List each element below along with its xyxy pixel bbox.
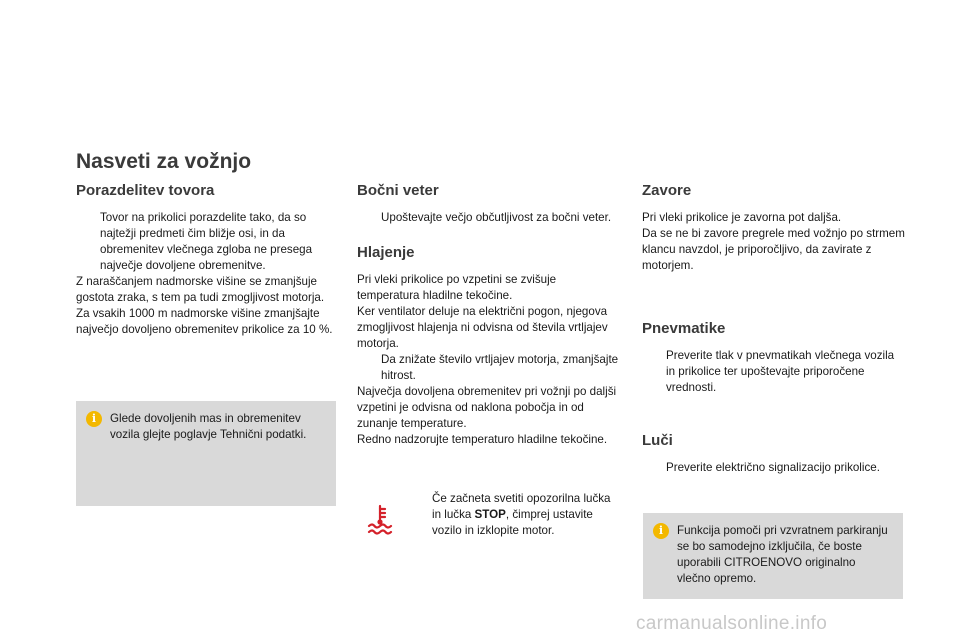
bullet-marker-icon bbox=[642, 348, 666, 396]
heading-brakes: Zavore bbox=[642, 182, 692, 199]
bullet-item bbox=[357, 352, 621, 384]
info-box-masses bbox=[76, 401, 336, 506]
info-icon: i bbox=[653, 523, 669, 539]
heading-tyres: Pnevmatike bbox=[642, 320, 726, 337]
altitude-paragraph: Z naraščanjem nadmorske višine se zmanjšuje gostota zraka, s tem pa tudi zmogljivost motorja. Za vsakih 1000 m nadmorske višine zmanjšajte največjo dovoljeno obremenitev prikolice za 10 %. bbox=[76, 275, 333, 336]
warning-text-pre: Če začneta svetiti opozorilna lučka in lučka bbox=[432, 492, 611, 521]
info-box-parking-assist bbox=[643, 513, 903, 599]
brakes-paragraph: Pri vleki prikolice je zavorna pot daljša. bbox=[642, 211, 842, 224]
bullet-text: Tovor na prikolici porazdelite tako, da so najtežji predmeti čim bližje osi, in da obremenitev vlečnega zgloba ne presega največje dovoljene obremenitve. bbox=[100, 211, 313, 272]
warning-text-post: , čimprej ustavite vozilo in izklopite motor. bbox=[432, 508, 593, 537]
cooling-paragraph: Ker ventilator deluje na električni pogon, njegova zmogljivost hlajenja ni odvisna od števila vrtljajev motorja. bbox=[357, 305, 608, 350]
watermark: carmanualsonline.info bbox=[636, 613, 828, 634]
column-load-distribution bbox=[76, 182, 340, 338]
bullet-item bbox=[76, 210, 340, 274]
bullet-marker-icon bbox=[408, 491, 432, 539]
bullet-marker-icon bbox=[357, 210, 381, 226]
stop-label: STOP bbox=[474, 508, 506, 521]
heading-lights: Luči bbox=[642, 432, 673, 449]
cooling-paragraph: Pri vleki prikolice po vzpetini se zvišuje temperatura hladilne tekočine. bbox=[357, 273, 557, 302]
heading-cooling: Hlajenje bbox=[357, 244, 415, 261]
brakes-paragraph: Da se ne bi zavore pregrele med vožnjo po strmem klancu navzdol, je priporočljivo, da zavirate z motorjem. bbox=[642, 227, 905, 272]
column-wind-cooling bbox=[357, 182, 621, 448]
bullet-item bbox=[642, 460, 906, 476]
bullet-text: Preverite tlak v pnevmatikah vlečnega vozila in prikolice ter upoštevajte priporočene vrednosti. bbox=[666, 349, 895, 394]
cooling-paragraph: Redno nadzorujte temperaturo hladilne tekočine. bbox=[357, 433, 608, 446]
bullet-text: Preverite električno signalizacijo prikolice. bbox=[666, 461, 880, 474]
coolant-temperature-icon bbox=[366, 503, 394, 535]
bullet-marker-icon bbox=[642, 460, 666, 476]
warning-text bbox=[432, 491, 618, 539]
heading-load-distribution: Porazdelitev tovora bbox=[76, 182, 215, 199]
cooling-paragraph: Največja dovoljena obremenitev pri vožnji po daljši vzpetini je odvisna od naklona pobočja in od zunanje temperature. bbox=[357, 385, 617, 430]
bullet-item bbox=[642, 348, 906, 396]
bullet-text: Da znižate število vrtljajev motorja, zmanjšajte hitrost. bbox=[381, 353, 619, 382]
column-brakes-tyres-lights bbox=[642, 182, 906, 476]
info-text: Glede dovoljenih mas in obremenitev vozila glejte poglavje Tehnični podatki. bbox=[110, 412, 307, 441]
info-icon: i bbox=[86, 411, 102, 427]
bullet-marker-icon bbox=[76, 210, 100, 274]
warning-bullet bbox=[408, 491, 618, 539]
page-title: Nasveti za vožnjo bbox=[76, 150, 252, 173]
bullet-marker-icon bbox=[357, 352, 381, 384]
bullet-text: Upoštevajte večjo občutljivost za bočni veter. bbox=[381, 211, 612, 224]
bullet-item bbox=[357, 210, 621, 226]
info-text: Funkcija pomoči pri vzvratnem parkiranju se bo samodejno izključila, če boste uporabili CITROENOVO originalno vlečno opremo. bbox=[677, 524, 888, 585]
heading-side-wind: Bočni veter bbox=[357, 182, 439, 199]
